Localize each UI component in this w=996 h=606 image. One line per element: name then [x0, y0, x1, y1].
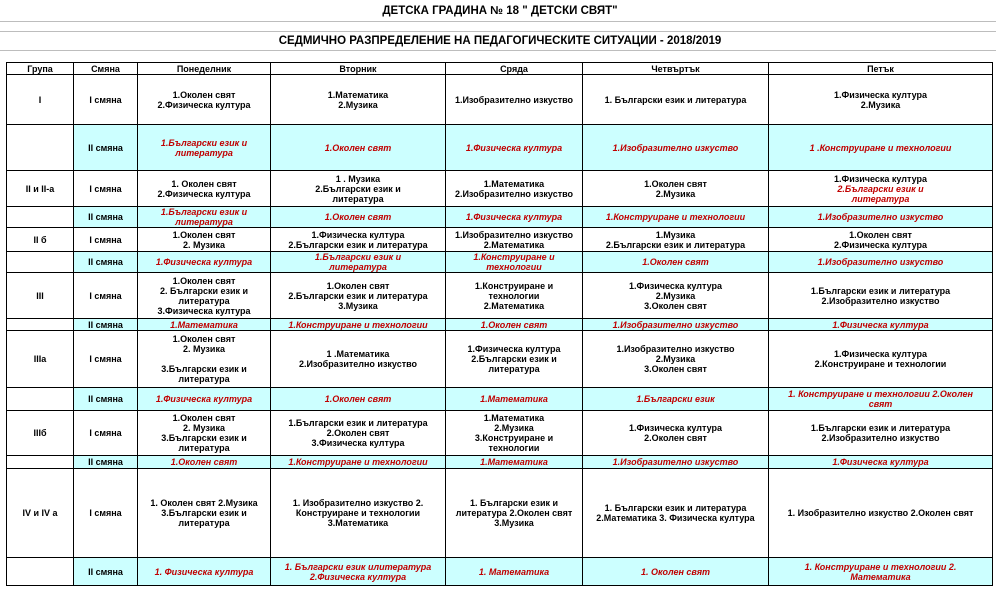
- lesson-cell-tue: [271, 388, 446, 411]
- lesson-line: 1.Околен свят: [170, 457, 238, 467]
- col-header-wednesday: Сряда: [446, 63, 583, 75]
- lesson-cell-fri: [769, 469, 993, 558]
- lesson-cell-wed: [446, 228, 583, 252]
- lesson-line: 1.Физическа култура: [629, 423, 722, 433]
- group-cell: [7, 125, 74, 171]
- lesson-cell-thu: [583, 388, 769, 411]
- table-row: [7, 411, 993, 456]
- lesson-line: 2.Изобразително изкуство: [454, 188, 574, 199]
- lesson-cell-fri: [769, 411, 993, 456]
- lesson-line: 2.Математика 3. Физическа култура: [596, 513, 755, 523]
- lesson-cell-mon: [138, 411, 271, 456]
- lesson-line: 1.Математика: [480, 394, 548, 404]
- lesson-line: 1.Изобразително изкуство: [454, 229, 574, 240]
- lesson-line: 2.Музика: [655, 290, 696, 301]
- lesson-line: 2.Български език и: [837, 183, 924, 194]
- lesson-cell-mon: [138, 558, 271, 586]
- lesson-cell-tue: [271, 456, 446, 469]
- lesson-line: 2. Музика: [183, 423, 225, 433]
- lesson-line: 2. Музика: [183, 239, 225, 250]
- group-cell: IIIа: [7, 331, 74, 388]
- table-row: [7, 469, 993, 558]
- lesson-cell-fri: [769, 388, 993, 411]
- lesson-line: 1. Околен свят: [640, 566, 711, 577]
- lesson-line: Математика: [850, 571, 911, 582]
- lesson-line: Конструиране и технологии: [295, 508, 421, 518]
- shift-cell: I смяна: [74, 228, 138, 252]
- lesson-line: 1. Български език и литература: [604, 94, 747, 105]
- lesson-line: 2.Музика: [494, 423, 534, 433]
- group-cell: II б: [7, 228, 74, 252]
- shift-cell: I смяна: [74, 273, 138, 319]
- lesson-line: 1.Околен свят: [172, 413, 236, 423]
- lesson-cell-thu: [583, 171, 769, 207]
- lesson-line: литература: [178, 443, 230, 453]
- lesson-line: литература: [178, 295, 230, 306]
- shift-cell: I смяна: [74, 75, 138, 125]
- lesson-cell-tue: [271, 75, 446, 125]
- shift-cell: II смяна: [74, 558, 138, 586]
- lesson-cell-tue: [271, 125, 446, 171]
- lesson-line: 1.Изобразително изкуство: [616, 344, 735, 354]
- lesson-cell-tue: [271, 558, 446, 586]
- table-row: [7, 273, 993, 319]
- lesson-line: 1. Физическа култура: [154, 566, 254, 577]
- col-header-shift: Смяна: [74, 63, 138, 75]
- table-row: [7, 125, 993, 171]
- lesson-cell-mon: [138, 252, 271, 273]
- lesson-line: 1.Физическа култура: [155, 257, 253, 267]
- lesson-line: литература: [332, 193, 384, 204]
- lesson-line: 1.Конструиране и: [473, 252, 555, 262]
- group-cell: [7, 252, 74, 273]
- lesson-line: 1. Български език и литература: [604, 503, 747, 513]
- lesson-cell-mon: [138, 228, 271, 252]
- lesson-line: технологии: [486, 262, 542, 272]
- lesson-line: 2.Български език и: [471, 354, 557, 364]
- lesson-line: 3.Български език и: [161, 364, 247, 374]
- lesson-cell-mon: [138, 456, 271, 469]
- group-cell: [7, 456, 74, 469]
- lesson-line: 1.Математика: [483, 178, 545, 189]
- gridline: [0, 21, 996, 22]
- lesson-line: 2.Околен свят: [644, 433, 707, 443]
- lesson-line: 3.Физическа култура: [311, 438, 405, 448]
- lesson-line: 1.Изобразително изкуство: [612, 142, 739, 153]
- lesson-line: 2.Околен свят: [326, 428, 390, 438]
- lesson-line: 1.Околен свят: [326, 280, 390, 291]
- lesson-line: 2.Изобразително изкуство: [821, 295, 940, 306]
- col-header-thursday: Четвъртък: [583, 63, 769, 75]
- lesson-line: 1.Околен свят: [480, 319, 548, 330]
- lesson-line: литература: [178, 374, 230, 384]
- lesson-line: свят: [868, 399, 893, 409]
- lesson-line: 1.Околен свят: [849, 229, 912, 240]
- lesson-line: 1.Конструиране и технологии: [288, 319, 428, 330]
- lesson-line: 1. Математика: [478, 566, 550, 577]
- lesson-cell-wed: [446, 273, 583, 319]
- lesson-line: 1.Околен свят: [172, 334, 236, 344]
- lesson-line: 3.Околен свят: [644, 364, 707, 374]
- table-row: [7, 319, 993, 331]
- lesson-line: 1 . Музика: [335, 173, 381, 184]
- lesson-line: 3.Български език и: [161, 508, 247, 518]
- lesson-cell-tue: [271, 469, 446, 558]
- lesson-line: 1.Физическа култура: [832, 319, 929, 330]
- lesson-cell-thu: [583, 125, 769, 171]
- table-row: [7, 456, 993, 469]
- lesson-cell-fri: [769, 273, 993, 319]
- lesson-line: 1.Околен свят: [172, 229, 236, 240]
- col-header-monday: Понеделник: [138, 63, 271, 75]
- lesson-cell-wed: [446, 125, 583, 171]
- lesson-line: 1 .Конструиране и технологии: [809, 142, 952, 153]
- shift-cell: II смяна: [74, 207, 138, 228]
- table-row: [7, 75, 993, 125]
- lesson-line: 1. Изобразително изкуство 2.Околен свят: [787, 508, 974, 518]
- lesson-line: 1.Математика: [480, 457, 548, 467]
- lesson-line: 2.Музика: [860, 99, 901, 110]
- lesson-line: 2.Музика: [655, 188, 696, 199]
- lesson-line: 1.Физическа култура: [834, 173, 927, 184]
- lesson-cell-thu: [583, 456, 769, 469]
- lesson-cell-fri: [769, 558, 993, 586]
- lesson-cell-wed: [446, 558, 583, 586]
- header-row: [7, 63, 993, 75]
- lesson-line: 2.Музика: [338, 99, 378, 110]
- lesson-line: 2.Изобразително изкуство: [821, 433, 940, 443]
- lesson-line: 2.Физическа култура: [157, 99, 251, 110]
- group-cell: IV и IV а: [7, 469, 74, 558]
- schedule-table: [6, 62, 993, 586]
- lesson-line: 1.Околен свят: [324, 394, 392, 404]
- lesson-cell-wed: [446, 469, 583, 558]
- col-header-group: Група: [7, 63, 74, 75]
- lesson-cell-wed: [446, 331, 583, 388]
- lesson-line: 2.Музика: [655, 354, 696, 364]
- lesson-line: 3.Музика: [494, 518, 534, 528]
- lesson-line: 3.Български език и: [161, 433, 247, 443]
- lesson-line: 1.Български език и литература: [810, 423, 951, 433]
- lesson-cell-fri: [769, 125, 993, 171]
- lesson-line: 2.Физическа култура: [834, 239, 927, 250]
- lesson-cell-fri: [769, 252, 993, 273]
- table-row: [7, 331, 993, 388]
- lesson-line: литература: [178, 518, 230, 528]
- lesson-cell-wed: [446, 207, 583, 228]
- lesson-cell-fri: [769, 207, 993, 228]
- lesson-line: 1.Български език: [636, 394, 715, 404]
- lesson-line: 1.Физическа култура: [465, 142, 563, 153]
- schedule-body: [7, 75, 993, 586]
- lesson-line: 1.Физическа култура: [467, 344, 561, 354]
- lesson-line: 1.Математика: [327, 89, 389, 100]
- lesson-line: 1.Физическа култура: [629, 280, 722, 291]
- lesson-cell-fri: [769, 171, 993, 207]
- lesson-line: 1.Физическа култура: [832, 457, 929, 467]
- lesson-cell-tue: [271, 331, 446, 388]
- lesson-cell-tue: [271, 319, 446, 331]
- lesson-cell-mon: [138, 388, 271, 411]
- lesson-cell-mon: [138, 331, 271, 388]
- lesson-cell-mon: [138, 171, 271, 207]
- lesson-line: 3.Околен свят: [644, 300, 707, 311]
- lesson-line: 1.Физическа култура: [465, 212, 563, 222]
- lesson-line: 1.Околен свят: [642, 257, 709, 267]
- lesson-line: литература: [175, 217, 233, 227]
- lesson-line: 2.Български език и литература: [605, 239, 746, 250]
- lesson-cell-wed: [446, 456, 583, 469]
- kindergarten-name: ДЕТСКА ГРАДИНА № 18 " ДЕТСКИ СВЯТ": [382, 5, 618, 17]
- lesson-line: технологии: [488, 443, 540, 453]
- lesson-line: 1. Околен свят 2.Музика: [150, 498, 258, 508]
- lesson-line: 1.Околен свят: [172, 89, 236, 100]
- lesson-line: 2.Физическа култура: [309, 571, 407, 582]
- lesson-cell-fri: [769, 75, 993, 125]
- lesson-line: 1.Конструиране и: [474, 280, 554, 291]
- lesson-cell-mon: [138, 469, 271, 558]
- lesson-line: литература: [851, 193, 910, 204]
- lesson-line: 1.Български език и: [160, 137, 248, 148]
- lesson-line: 1.Околен свят: [172, 275, 236, 286]
- lesson-line: 1. Конструиране и технологии 2.: [804, 561, 957, 572]
- lesson-line: 1.Физическа култура: [155, 394, 253, 404]
- gridline: [0, 31, 996, 32]
- lesson-cell-tue: [271, 411, 446, 456]
- lesson-cell-tue: [271, 273, 446, 319]
- lesson-line: 3.Физическа култура: [157, 305, 251, 316]
- col-header-tuesday: Вторник: [271, 63, 446, 75]
- group-cell: III: [7, 273, 74, 319]
- shift-cell: I смяна: [74, 411, 138, 456]
- lesson-line: 2. Музика: [183, 344, 225, 354]
- lesson-cell-thu: [583, 273, 769, 319]
- lesson-line: 3.Музика: [338, 300, 378, 311]
- group-cell: [7, 388, 74, 411]
- lesson-cell-mon: [138, 207, 271, 228]
- lesson-line: 1.Околен свят: [644, 178, 707, 189]
- lesson-line: литература: [488, 364, 540, 374]
- lesson-cell-thu: [583, 252, 769, 273]
- lesson-line: 1.Физическа култура: [834, 89, 927, 100]
- lesson-cell-wed: [446, 411, 583, 456]
- lesson-cell-fri: [769, 319, 993, 331]
- shift-cell: II смяна: [74, 456, 138, 469]
- group-cell: IIIб: [7, 411, 74, 456]
- table-row: [7, 558, 993, 586]
- lesson-line: технологии: [488, 290, 540, 301]
- lesson-cell-thu: [583, 331, 769, 388]
- lesson-line: 1.Български език и литература: [810, 285, 951, 296]
- lesson-line: [140, 354, 268, 364]
- lesson-cell-fri: [769, 228, 993, 252]
- lesson-line: 1.Музика: [655, 229, 696, 240]
- table-row: [7, 388, 993, 411]
- lesson-line: 2. Български език и: [159, 285, 249, 296]
- lesson-line: 1.Физическа култура: [834, 349, 927, 359]
- lesson-cell-thu: [583, 207, 769, 228]
- lesson-line: 2.Изобразително изкуство: [298, 359, 418, 369]
- lesson-cell-wed: [446, 171, 583, 207]
- lesson-line: 1.Математика: [170, 319, 238, 330]
- lesson-line: 2.Математика: [483, 300, 545, 311]
- lesson-cell-thu: [583, 411, 769, 456]
- lesson-cell-tue: [271, 228, 446, 252]
- lesson-line: 1. Околен свят: [171, 178, 237, 189]
- lesson-line: 1.Околен свят: [324, 142, 392, 153]
- lesson-line: 2.Български език и: [315, 183, 401, 194]
- lesson-cell-mon: [138, 75, 271, 125]
- lesson-line: литература: [329, 262, 387, 272]
- table-row: [7, 252, 993, 273]
- lesson-line: литература: [175, 147, 233, 158]
- lesson-cell-tue: [271, 171, 446, 207]
- lesson-cell-mon: [138, 319, 271, 331]
- shift-cell: I смяна: [74, 171, 138, 207]
- shift-cell: II смяна: [74, 252, 138, 273]
- lesson-line: 1.Български език и: [160, 207, 248, 217]
- lesson-line: 1.Конструиране и технологии: [605, 212, 746, 222]
- lesson-cell-tue: [271, 252, 446, 273]
- lesson-line: 1. Конструиране и технологии 2.Околен: [788, 389, 973, 399]
- lesson-line: 1.Изобразително изкуство: [817, 257, 944, 267]
- lesson-line: 1.Конструиране и технологии: [288, 457, 428, 467]
- lesson-cell-mon: [138, 125, 271, 171]
- lesson-line: 2.Физическа култура: [157, 188, 251, 199]
- lesson-line: 2.Български език и литература: [288, 290, 428, 301]
- col-header-friday: Петък: [769, 63, 993, 75]
- group-cell: [7, 558, 74, 586]
- lesson-cell-fri: [769, 331, 993, 388]
- lesson-cell-thu: [583, 228, 769, 252]
- lesson-line: 1. Български език и: [469, 498, 559, 508]
- lesson-line: 3.Конструиране и: [474, 433, 554, 443]
- lesson-line: 2.Български език и литература: [288, 239, 428, 250]
- lesson-line: 1. Изобразително изкуство 2.: [292, 498, 424, 508]
- lesson-line: 1.Математика: [483, 413, 545, 423]
- lesson-cell-thu: [583, 319, 769, 331]
- lesson-cell-thu: [583, 558, 769, 586]
- lesson-cell-tue: [271, 207, 446, 228]
- group-cell: [7, 207, 74, 228]
- shift-cell: II смяна: [74, 319, 138, 331]
- lesson-line: 1.Физическа култура: [311, 229, 405, 240]
- shift-cell: II смяна: [74, 388, 138, 411]
- lesson-cell-mon: [138, 273, 271, 319]
- lesson-cell-wed: [446, 252, 583, 273]
- lesson-line: 1.Изобразително изкуство: [612, 319, 739, 330]
- shift-cell: I смяна: [74, 469, 138, 558]
- shift-cell: I смяна: [74, 331, 138, 388]
- lesson-line: литература 2.Околен свят: [455, 508, 573, 518]
- group-cell: [7, 319, 74, 331]
- lesson-line: 1. Български език илитература: [284, 561, 432, 572]
- lesson-line: 1 .Математика: [326, 349, 390, 359]
- lesson-line: 1.Околен свят: [324, 212, 392, 222]
- lesson-cell-wed: [446, 319, 583, 331]
- lesson-cell-thu: [583, 75, 769, 125]
- table-row: [7, 171, 993, 207]
- lesson-cell-fri: [769, 456, 993, 469]
- table-row: [7, 228, 993, 252]
- lesson-line: 1.Изобразително изкуство: [454, 94, 574, 105]
- table-row: [7, 207, 993, 228]
- lesson-line: 3.Математика: [327, 518, 389, 528]
- lesson-line: 1.Изобразително изкуство: [612, 457, 739, 467]
- group-cell: I: [7, 75, 74, 125]
- group-cell: II и II-а: [7, 171, 74, 207]
- lesson-cell-thu: [583, 469, 769, 558]
- lesson-line: 1.Български език и: [314, 252, 402, 262]
- gridline: [0, 50, 996, 51]
- lesson-line: 1.Изобразително изкуство: [817, 212, 944, 222]
- lesson-line: 1.Български език и литература: [288, 418, 428, 428]
- lesson-line: 2.Математика: [483, 239, 545, 250]
- lesson-cell-wed: [446, 75, 583, 125]
- lesson-cell-wed: [446, 388, 583, 411]
- lesson-line: 2.Конструиране и технологии: [814, 359, 947, 369]
- shift-cell: II смяна: [74, 125, 138, 171]
- schedule-title: СЕДМИЧНО РАЗПРЕДЕЛЕНИЕ НА ПЕДАГОГИЧЕСКИТЕ СИТУАЦИИ - 2018/2019: [278, 35, 722, 47]
